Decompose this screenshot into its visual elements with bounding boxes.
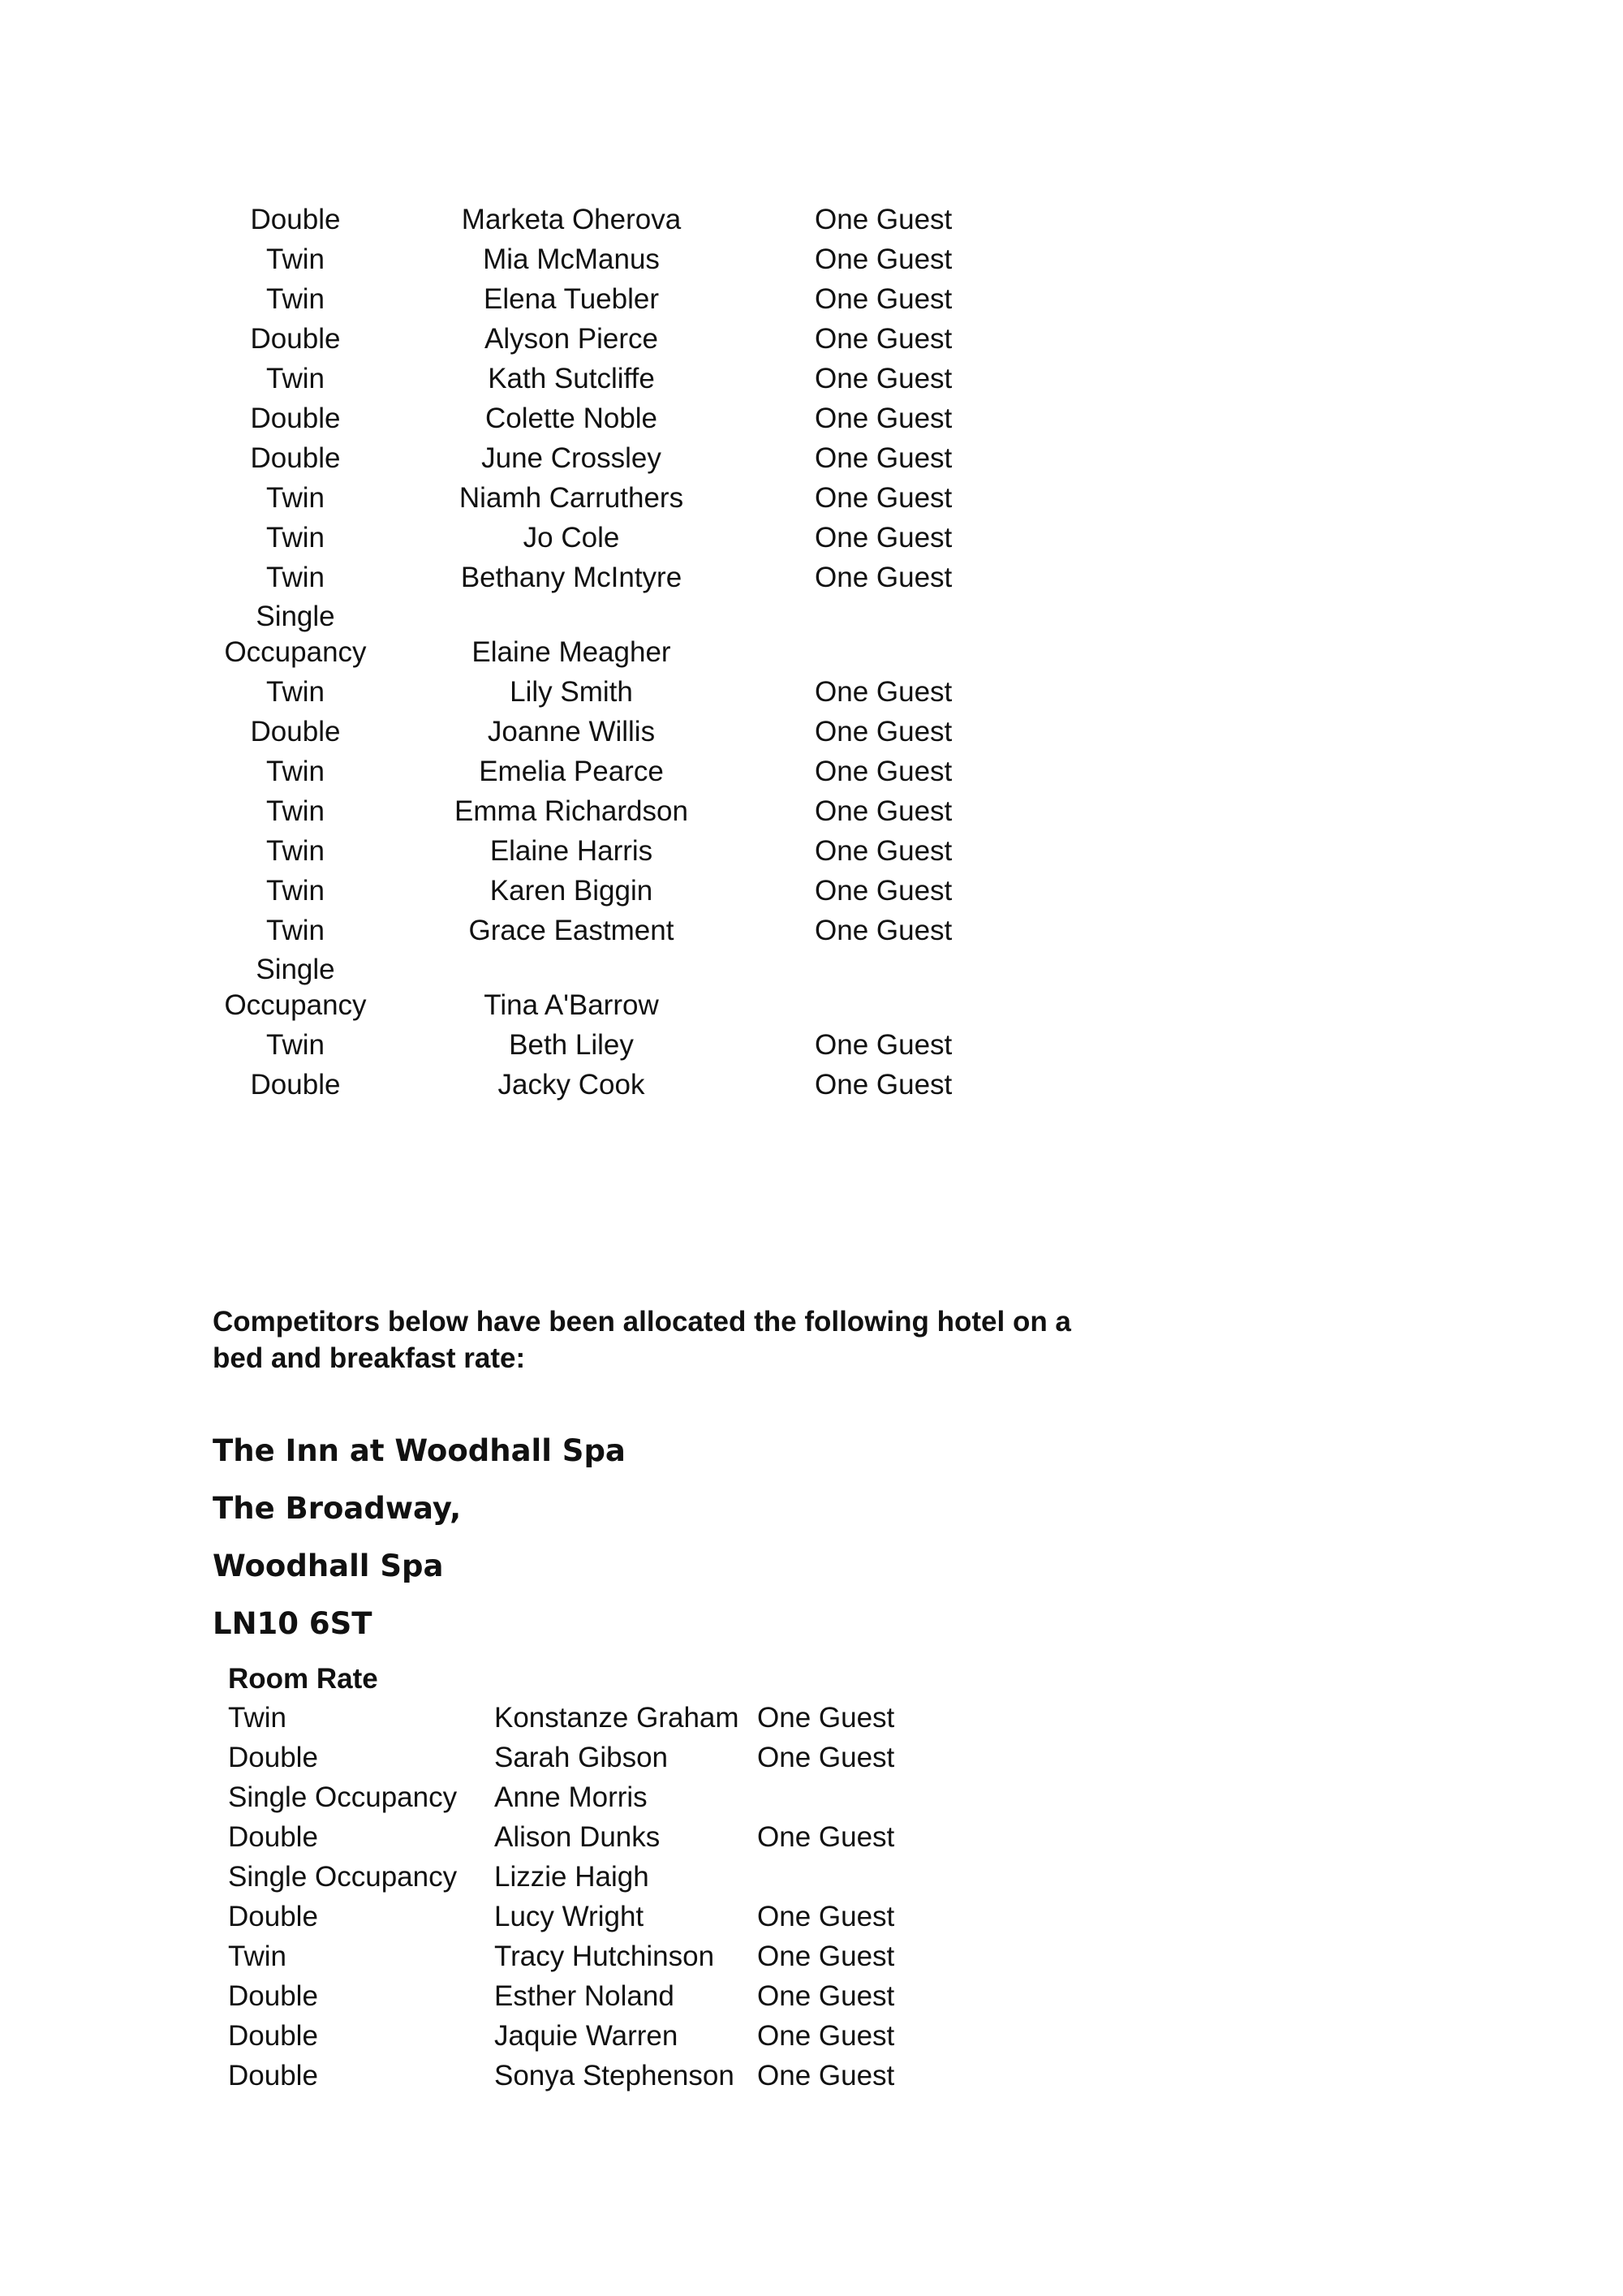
table-row: [228, 1857, 894, 1897]
guest-note: One Guest: [815, 481, 953, 514]
competitor-name: Lizzie Haigh: [494, 1861, 649, 1893]
table-row: [195, 478, 952, 518]
guest-note: One Guest: [815, 755, 953, 787]
room-rate-header: Room Rate: [228, 1663, 378, 1695]
room-type: Double: [250, 203, 341, 235]
table-row: [195, 712, 952, 752]
competitor-name: Niamh Carruthers: [458, 481, 684, 514]
room-type: Single Occupancy: [228, 1781, 458, 1813]
table-row: [195, 950, 952, 1025]
guest-note: One Guest: [815, 243, 953, 275]
competitor-name: Emelia Pearce: [479, 755, 664, 787]
table-row: [195, 319, 952, 359]
room-type: Single Occupancy: [224, 601, 367, 668]
table-row: [195, 200, 952, 239]
competitor-name: Colette Noble: [484, 402, 658, 434]
table-row: [228, 2016, 894, 2056]
competitor-name: Jacky Cook: [497, 1068, 645, 1101]
guest-note: One Guest: [757, 1980, 895, 2012]
competitor-name: Elaine Meagher: [471, 636, 671, 668]
competitor-name: Elaine Harris: [489, 834, 653, 867]
competitor-name: Alyson Pierce: [484, 322, 658, 355]
table-row: [195, 518, 952, 558]
room-type: Twin: [266, 1028, 325, 1061]
competitor-name: Sonya Stephenson: [494, 2060, 734, 2091]
room-type: Double: [250, 1068, 341, 1101]
guest-note: One Guest: [815, 521, 953, 554]
table-row: [228, 1738, 894, 1777]
table-row: [195, 558, 952, 597]
room-type: Twin: [266, 795, 325, 827]
table-row: [195, 279, 952, 319]
table-row: [195, 831, 952, 871]
competitor-name: Alison Dunks: [494, 1821, 661, 1853]
table-row: [195, 438, 952, 478]
hotel-street: The Broadway,: [213, 1491, 462, 1526]
room-type: Twin: [228, 1941, 286, 1972]
guest-note: One Guest: [815, 874, 953, 907]
hotel-address-block: [213, 1433, 626, 1664]
competitor-name: Marketa Oherova: [461, 203, 682, 235]
guest-note: One Guest: [815, 715, 953, 747]
table-row: [228, 1936, 894, 1976]
room-type: Twin: [266, 243, 325, 275]
guest-note: One Guest: [815, 1068, 953, 1101]
competitor-name: Beth Liley: [509, 1028, 634, 1061]
table-row: [228, 1897, 894, 1936]
room-type: Single Occupancy: [228, 1861, 458, 1893]
table-row: [195, 672, 952, 712]
room-type: Double: [228, 2060, 318, 2091]
guest-note: One Guest: [815, 561, 953, 593]
room-type: Double: [228, 1742, 318, 1773]
table-row: [195, 1025, 952, 1065]
competitor-name: Sarah Gibson: [494, 1742, 669, 1773]
room-type: Twin: [266, 874, 325, 907]
guest-note: One Guest: [815, 402, 953, 434]
table-row: [228, 1976, 894, 2016]
hotel-name: The Inn at Woodhall Spa: [213, 1433, 626, 1468]
room-type: Double: [228, 1821, 318, 1853]
allocation-table-1: [195, 200, 952, 1105]
table-row: [195, 1065, 952, 1105]
room-type: Double: [228, 1980, 318, 2012]
guest-note: One Guest: [757, 2060, 895, 2091]
allocation-intro-text: Competitors below have been allocated the following hotel on a bed and breakfast rate:: [213, 1306, 1071, 1374]
table-row: [195, 359, 952, 398]
competitor-name: Konstanze Graham: [494, 1702, 739, 1734]
table-row: [228, 1777, 894, 1817]
table-row: [195, 752, 952, 791]
room-type: Double: [250, 442, 341, 474]
room-type: Double: [250, 322, 341, 355]
room-type: Twin: [266, 755, 325, 787]
table-row: [195, 239, 952, 279]
table-row: [228, 1698, 894, 1738]
competitor-name: Jo Cole: [523, 521, 620, 554]
competitor-name: Bethany McIntyre: [460, 561, 682, 593]
guest-note: One Guest: [757, 1702, 895, 1734]
competitor-name: Lily Smith: [510, 675, 633, 708]
guest-note: One Guest: [815, 914, 953, 946]
competitor-name: Joanne Willis: [487, 715, 656, 747]
competitor-name: Anne Morris: [494, 1781, 648, 1813]
hotel-town: Woodhall Spa: [213, 1549, 444, 1583]
guest-note: One Guest: [815, 442, 953, 474]
guest-note: One Guest: [815, 203, 953, 235]
competitor-name: Karen Biggin: [489, 874, 653, 907]
room-type: Twin: [266, 362, 325, 394]
guest-note: One Guest: [815, 1028, 953, 1061]
room-type: Double: [250, 715, 341, 747]
guest-note: One Guest: [815, 282, 953, 315]
table-row: [228, 1817, 894, 1857]
guest-note: One Guest: [757, 2020, 895, 2052]
guest-note: One Guest: [815, 322, 953, 355]
guest-note: One Guest: [757, 1742, 895, 1773]
room-type: Twin: [228, 1702, 286, 1734]
competitor-name: Emma Richardson: [454, 795, 688, 827]
table-row: [195, 911, 952, 950]
guest-note: One Guest: [815, 834, 953, 867]
table-row: [195, 398, 952, 438]
competitor-name: Tracy Hutchinson: [494, 1941, 715, 1972]
room-type: Twin: [266, 521, 325, 554]
competitor-name: Elena Tuebler: [484, 282, 659, 315]
table-row: [195, 871, 952, 911]
competitor-name: Jaquie Warren: [494, 2020, 678, 2052]
guest-note: One Guest: [757, 1941, 895, 1972]
room-type: Twin: [266, 481, 325, 514]
room-type: Twin: [266, 675, 325, 708]
guest-note: One Guest: [757, 1821, 895, 1853]
table-row: [195, 597, 952, 672]
guest-note: One Guest: [815, 675, 953, 708]
hotel-postcode: LN10 6ST: [213, 1606, 372, 1641]
allocation-table-2: [228, 1661, 894, 2096]
competitor-name: Grace Eastment: [468, 914, 674, 946]
room-type: Double: [250, 402, 341, 434]
competitor-name: Mia McManus: [483, 243, 660, 275]
room-type: Twin: [266, 561, 325, 593]
guest-note: One Guest: [815, 362, 953, 394]
room-type: Double: [228, 1901, 318, 1932]
competitor-name: June Crossley: [481, 442, 661, 474]
room-type: Twin: [266, 914, 325, 946]
competitor-name: Tina A'Barrow: [484, 989, 659, 1021]
guest-note: One Guest: [815, 795, 953, 827]
room-type: Twin: [266, 282, 325, 315]
room-type: Double: [228, 2020, 318, 2052]
competitor-name: Esther Noland: [494, 1980, 674, 2012]
room-type: Twin: [266, 834, 325, 867]
table-row: [195, 791, 952, 831]
competitor-name: Lucy Wright: [494, 1901, 644, 1932]
table-row: [228, 2056, 894, 2096]
guest-note: One Guest: [757, 1901, 895, 1932]
room-type: Single Occupancy: [224, 954, 367, 1021]
competitor-name: Kath Sutcliffe: [488, 362, 655, 394]
